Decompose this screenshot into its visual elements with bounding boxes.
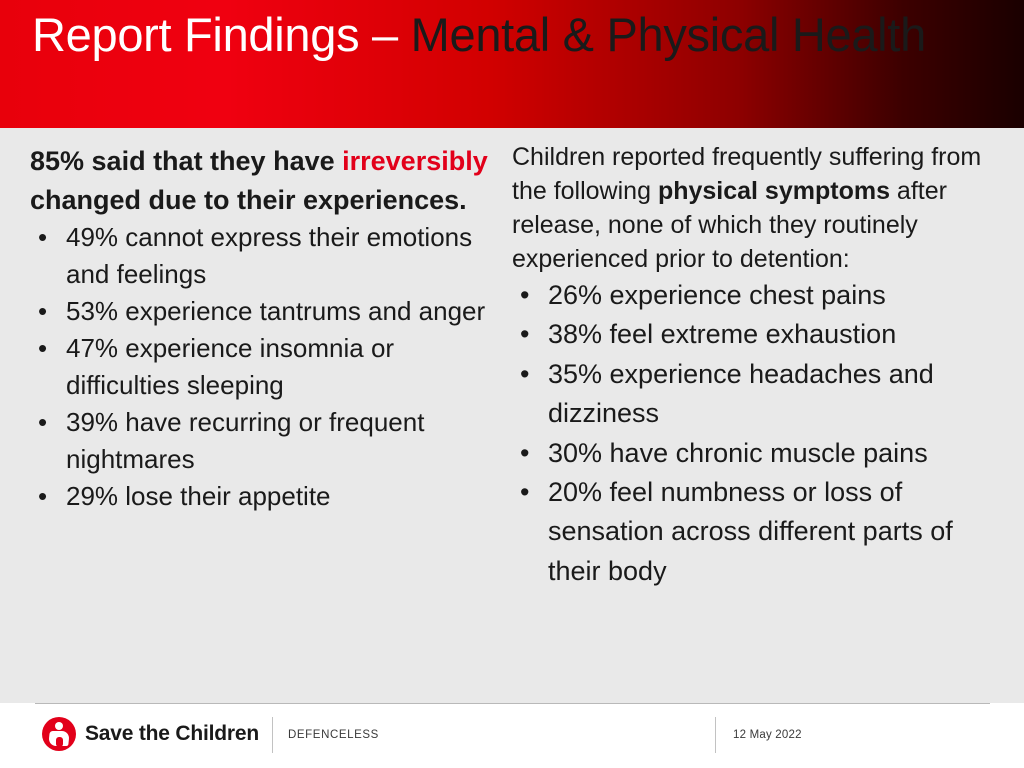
left-lead-paragraph xyxy=(30,128,490,219)
logo-text: Save the Children xyxy=(85,722,259,745)
footer-project-label: DEFENCELESS xyxy=(288,729,379,741)
list-item: • 53% experience tantrums and anger xyxy=(30,293,490,330)
slide-footer xyxy=(0,703,1024,768)
right-lead-before: Children reported frequently suffering from the following xyxy=(512,143,982,205)
left-bullet-list xyxy=(30,219,490,514)
footer-separator-right xyxy=(715,717,716,753)
list-item: • 29% lose their appetite xyxy=(30,478,490,515)
right-bullet-list xyxy=(512,276,1012,591)
save-the-children-logo-icon xyxy=(42,717,76,751)
right-column xyxy=(512,128,1012,591)
list-item: • 49% cannot express their emotions and feelings xyxy=(30,219,490,293)
footer-divider xyxy=(35,703,990,704)
list-item: • 26% experience chest pains xyxy=(512,276,1012,315)
list-item: • 30% have chronic muscle pains xyxy=(512,434,1012,473)
list-item: • 47% experience insomnia or difficulties sleeping xyxy=(30,330,490,404)
page-title-part-2: Mental & Physical Health xyxy=(410,8,926,61)
slide-header xyxy=(0,0,1024,128)
footer-separator-left xyxy=(272,717,273,753)
list-item: • 39% have recurring or frequent nightmares xyxy=(30,404,490,478)
page-title-part-1: Report Findings – xyxy=(32,8,411,61)
footer-date: 12 May 2022 xyxy=(733,729,802,741)
list-item: • 35% experience headaches and dizziness xyxy=(512,355,1012,434)
left-column xyxy=(30,128,490,514)
left-lead-after: changed due to their experiences. xyxy=(30,184,467,215)
logo xyxy=(42,717,259,751)
left-lead-highlight: irreversibly xyxy=(342,146,488,176)
right-lead-paragraph xyxy=(512,128,1012,276)
right-lead-bold: physical symptoms xyxy=(657,177,890,205)
list-item: • 38% feel extreme exhaustion xyxy=(512,315,1012,354)
page-title xyxy=(32,2,992,69)
right-lead-after: after release, none of which they routinely experienced prior to detention: xyxy=(512,177,947,273)
left-lead-before: 85% said that they have xyxy=(30,146,343,176)
content-panel xyxy=(0,128,1024,703)
list-item: • 20% feel numbness or loss of sensation across different parts of their body xyxy=(512,473,1012,591)
